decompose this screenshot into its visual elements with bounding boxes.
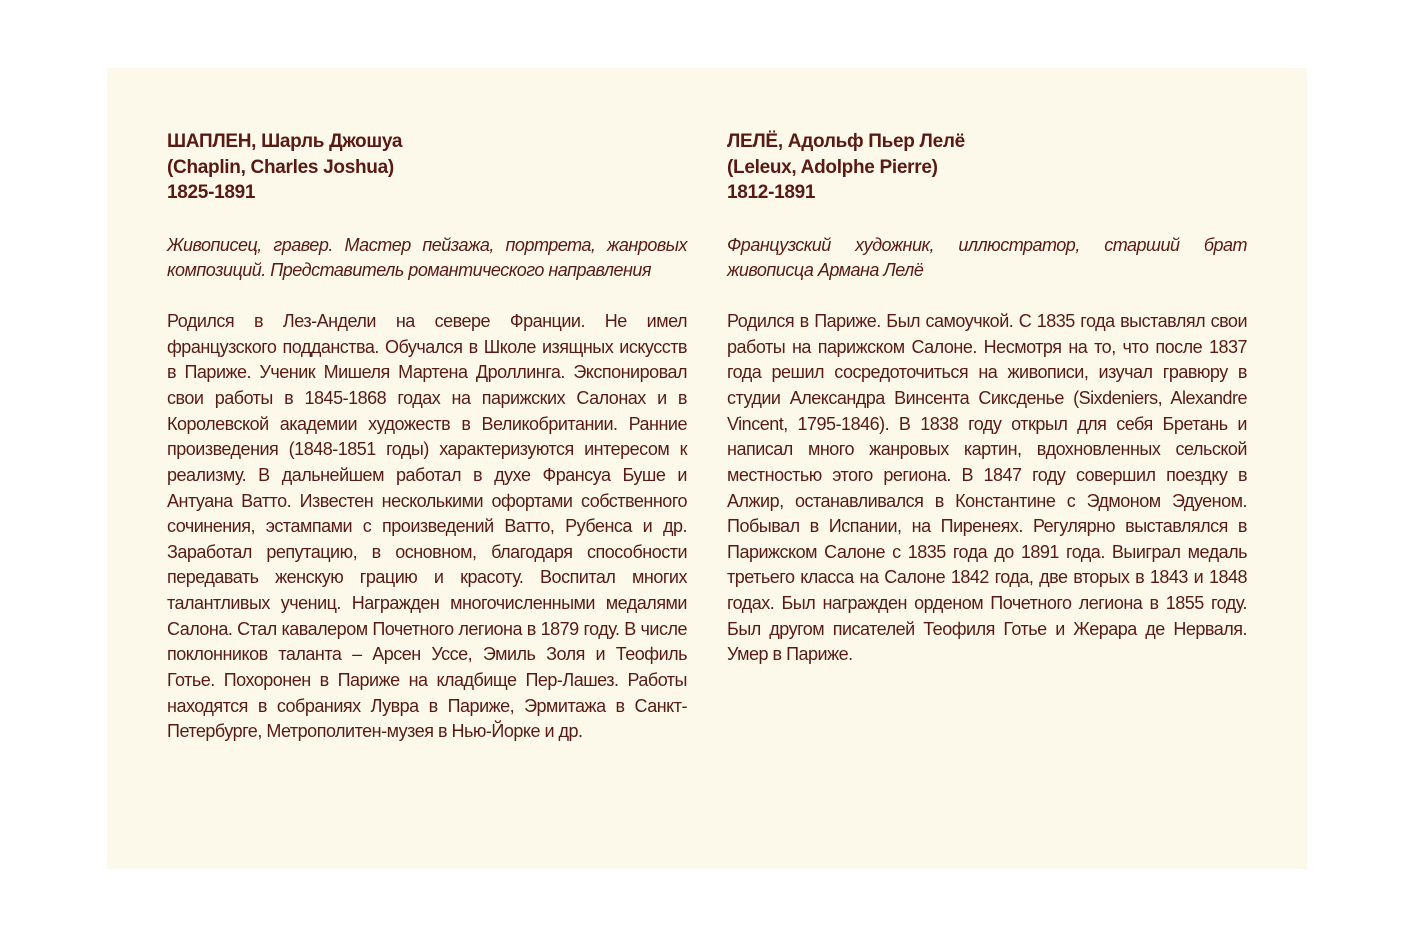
artist-summary: Живописец, гравер. Мастер пейзажа, портрета, жанровых композиций. Представитель романтического направления	[167, 234, 687, 281]
page	[107, 68, 1307, 869]
artist-years: 1825-1891	[167, 182, 256, 203]
artist-entry-chaplin	[167, 129, 687, 745]
artist-entry-leleux	[727, 129, 1247, 668]
artist-biography: Родился в Париже. Был самоучкой. С 1835 года выставлял свои работы на парижском Салоне. Несмотря на то, что после 1837 года решил сосредоточиться на живописи, изучал гравюру в студии Александра Винсента Сиксденье (Sixdeniers, Alexandre Vincent, 1795-1846). В 1838 году открыл для себя Бретань и написал много жанровых картин, вдохновленных сельской местностью этого региона. В 1847 году совершил поездку в Алжир, останавливался в Константине с Эдмоном Эдуеном. Побывал в Испании, на Пиренеях. Регулярно выставлялся в Парижском Салоне с 1835 года до 1891 года. Выиграл медаль третьего класса на Салоне 1842 года, две вторых в 1843 и 1848 годах. Был награжден орденом Почетного легиона в 1855 году. Был другом писателей Теофиля Готье и Жерара де Нерваля. Умер в Париже.	[727, 310, 1247, 665]
artist-biography: Родился в Лез-Андели на севере Франции. Не имел французского подданства. Обучался в Школе изящных искусств в Париже. Ученик Мишеля Мартена Дроллинга. Экспонировал свои работы в 1845-1868 годах на парижских Салонах и в Королевской академии художеств в Великобритании. Ранние произведения (1848-1851 годы) характеризуются интересом к реализму. В дальнейшем работал в духе Франсуа Буше и Антуана Ватто. Известен несколькими офортами собственного сочинения, эстампами с произведений Ватто, Рубенса и др. Заработал репутацию, в основном, благодаря способности передавать женскую грацию и красоту. Воспитал многих талантливых учениц. Награжден многочисленными медалями Салона. Стал кавалером Почетного легиона в 1879 году. В числе поклонников таланта – Арсен Уссе, Эмиль Золя и Теофиль Готье. Похоронен в Париже на кладбище Пер-Лашез. Работы находятся в собраниях Лувра в Париже, Эрмитажа в Санкт-Петербурге, Метрополитен-музея в Нью-Йорке и др.	[167, 310, 687, 742]
artist-name-latin: (Chaplin, Charles Joshua)	[167, 156, 394, 178]
artist-name-russian: ШАПЛЕН, Шарль Джошуа	[167, 131, 403, 152]
artist-years: 1812-1891	[727, 182, 816, 203]
artist-name-russian: ЛЕЛЁ, Адольф Пьер Лелё	[727, 131, 965, 152]
artist-summary: Французский художник, иллюстратор, старший брат живописца Армана Лелё	[727, 234, 1247, 281]
artist-name-latin: (Leleux, Adolphe Pierre)	[727, 156, 938, 178]
